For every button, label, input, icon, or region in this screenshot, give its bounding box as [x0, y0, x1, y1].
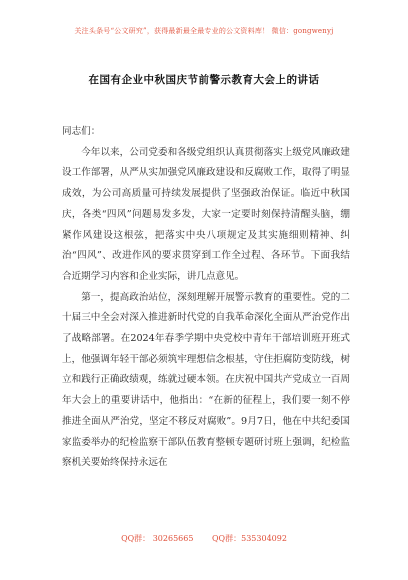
- qq-group-2: QQ群：535304092: [212, 534, 287, 543]
- document-body: [62, 122, 350, 474]
- document-title: 在国有企业中秋国庆节前警示教育大会上的讲话: [88, 74, 320, 86]
- qq-group-footer: [0, 533, 408, 544]
- paragraph: 第一，提高政治站位，深刻理解开展警示教育的重要性。党的二十届三中全会对深入推进新时代党的自我革命深化全面从严治党作出了战略部署。在2024年春季学期中央党校中青年干部培训班开班式上，他强调年轻干部必须筑牢理想信念根基，守住拒腐防变防线，树立和践行正确政绩观，练就过硬本领。在庆祝中国共产党成立一百周年大会上的重要讲话中，他指出：“在新的征程上，我们要一刻不停推进全面从严治党，坚定不移反对腐败”。9月7日，他在中共纪委国家监委举办的纪检监察干部队伍教育整顿专题研讨班上强调，纪检监察机关要始终保持永远在: [62, 291, 350, 469]
- qq-group-1: QQ群： 30265665: [121, 534, 194, 543]
- promo-banner: 关注头条号“公文研究”，获得最新最全最专业的公文资料库！ 微信：gongwenyj: [74, 27, 334, 35]
- greeting: 同志们：: [62, 126, 101, 137]
- paragraph: 今年以来，公司党委和各级党组织认真贯彻落实上级党风廉政建设工作部署，从严从实加强党风廉政建设和反腐败工作，取得了明显成效，为公司高质量可持续发展提供了坚强政治保证。临近中秋国庆，各类“四风”问题易发多发，大家一定要时刻保持清醒头脑，绷紧作风建设这根弦，把落实中央八项规定及其实施细则精神、纠治“四风”、改进作风的要求贯穿到工作全过程、各环节。下面我结合近期学习内容和企业实际，讲几点意见。: [62, 146, 350, 282]
